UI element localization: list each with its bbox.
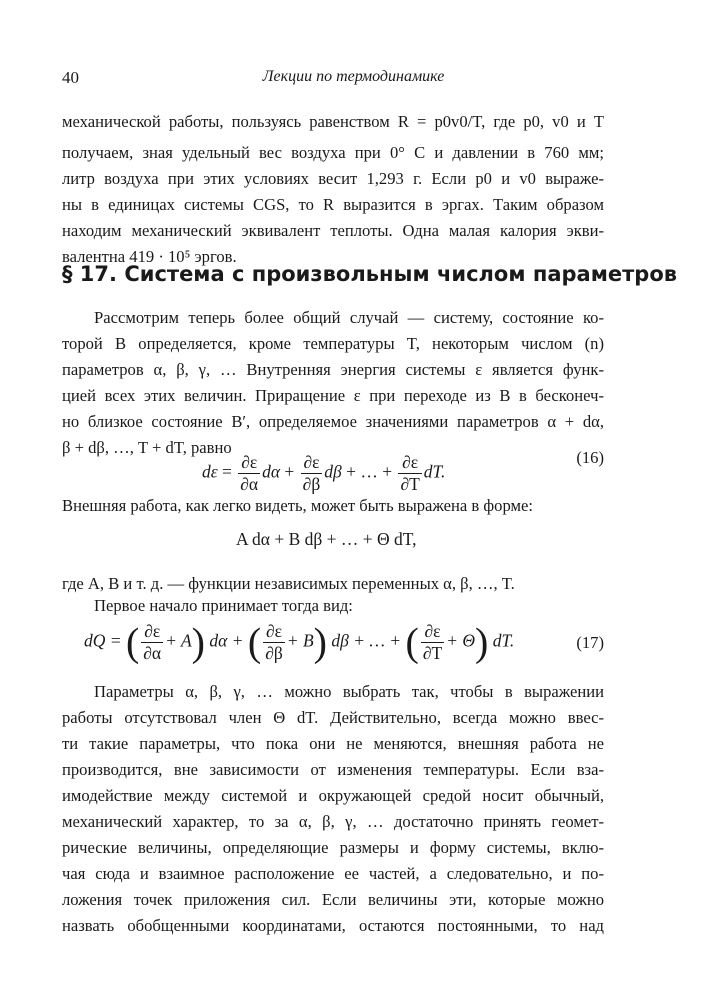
eq17-den: ∂T xyxy=(422,643,443,663)
text-line: производится, вне зависимости от изменения температуры. Если вза- xyxy=(62,760,604,779)
paren-close: ) xyxy=(191,619,205,665)
eq16-ellipsis: + … + xyxy=(346,461,393,482)
eq17-add: + Θ xyxy=(446,630,475,651)
eq16-den: ∂T xyxy=(400,474,420,494)
running-header xyxy=(62,68,645,92)
eq17-var: dT. xyxy=(492,630,515,651)
eq16-var: dβ xyxy=(324,461,342,482)
text-line: рические величины, определяющие размеры и форму системы, вклю- xyxy=(62,838,604,857)
equation-16 xyxy=(202,452,445,495)
eq17-add: + B xyxy=(286,630,314,651)
text-line: торой B определяется, кроме температуры T, некоторым числом (n) xyxy=(62,334,604,353)
text-line: Параметры α, β, γ, … можно выбрать так, чтобы в выражении xyxy=(94,682,604,701)
text-line: цией всех этих величин. Приращение ε при переходе из B в бесконеч- xyxy=(62,386,604,405)
paren-close: ) xyxy=(313,619,327,665)
eq16-equals: = xyxy=(222,461,232,482)
text-line: механической работы, пользуясь равенством R = p0v0/T, где p0, v0 и T xyxy=(62,112,604,131)
eq17-fraction xyxy=(263,621,285,664)
eq16-den: ∂α xyxy=(240,474,259,494)
text-line: ти такие параметры, что пока они не меняются, внешняя работа не xyxy=(62,734,604,753)
running-title: Лекции по термодинамике xyxy=(262,68,445,85)
paren-open: ( xyxy=(405,619,419,665)
eq17-den: ∂β xyxy=(265,643,283,663)
eq16-num: ∂ε xyxy=(402,452,419,472)
text-line: параметров α, β, γ, … Внутренняя энергия системы ε является функ- xyxy=(62,360,604,379)
text-line: где A, B и т. д. — функции независимых переменных α, β, …, T. xyxy=(62,574,515,593)
page-number: 40 xyxy=(62,68,79,87)
equation-number-17: (17) xyxy=(576,633,604,652)
eq17-add: + A xyxy=(165,630,192,651)
text-line: β + dβ, …, T + dT, равно xyxy=(62,438,232,457)
eq16-num: ∂ε xyxy=(303,452,320,472)
text-line: ны в единицах системы CGS, то R выразится в эргах. Таким образом xyxy=(62,195,604,214)
text-line: имодействие между системой и окружающей средой носит обычный, xyxy=(62,786,604,805)
eq16-fraction xyxy=(301,452,323,495)
eq16-plus: + xyxy=(284,461,295,482)
eq16-num: ∂ε xyxy=(241,452,258,472)
text-line: получаем, зная удельный вес воздуха при 0° C и давлении в 760 мм; xyxy=(62,143,604,162)
text-line: ложения точек приложения сил. Если величины эти, которые можно xyxy=(62,890,604,909)
text-line: Внешняя работа, как легко видеть, может быть выражена в форме: xyxy=(62,496,533,515)
eq17-lhs: dQ = xyxy=(84,630,122,651)
eq17-var: dβ + … + xyxy=(331,630,402,651)
text-line: работы отсутствовал член Θ dT. Действительно, всегда можно ввес- xyxy=(62,708,604,727)
eq17-num: ∂ε xyxy=(144,621,161,641)
eq17-num: ∂ε xyxy=(265,621,282,641)
equation-work: A dα + B dβ + … + Θ dT, xyxy=(236,529,417,549)
eq17-fraction xyxy=(421,621,444,664)
eq17-fraction xyxy=(141,621,163,664)
text-line: но близкое состояние B′, определяемое значениями параметров α + dα, xyxy=(62,412,604,431)
text-line: находим механический эквивалент теплоты. Одна малая калория экви- xyxy=(62,221,604,240)
eq17-num: ∂ε xyxy=(424,621,441,641)
paren-close: ) xyxy=(475,619,489,665)
paren-open: ( xyxy=(125,619,140,665)
eq16-den: ∂β xyxy=(302,474,321,494)
paren-open: ( xyxy=(247,619,262,665)
section-heading: § 17. Система с произвольным числом параметров xyxy=(62,262,678,286)
equation-17 xyxy=(84,621,514,664)
eq16-lhs: dε xyxy=(202,461,218,482)
text-line: Первое начало принимает тогда вид: xyxy=(94,596,353,615)
text-line: назвать обобщенными координатами, остаются постоянными, то над xyxy=(62,916,604,935)
eq16-fraction xyxy=(398,452,421,495)
eq17-var: dα + xyxy=(209,630,244,651)
text-line: литр воздуха при этих условиях весит 1,293 г. Если p0 и v0 выраже- xyxy=(62,169,604,188)
equation-number-16: (16) xyxy=(576,448,604,467)
text-line: Рассмотрим теперь более общий случай — систему, состояние ко- xyxy=(94,308,604,327)
eq16-var: dT. xyxy=(423,461,446,482)
eq17-den: ∂α xyxy=(143,643,162,663)
text-line: валентна 419 · 10⁵ эргов. xyxy=(62,247,237,266)
eq16-var: dα xyxy=(262,461,281,482)
text-line: чая сюда и взаимное расположение ее частей, а следовательно, и по- xyxy=(62,864,604,883)
eq16-fraction xyxy=(238,452,260,495)
text-line: механический характер, то за α, β, γ, … достаточно принять геомет- xyxy=(62,812,604,831)
